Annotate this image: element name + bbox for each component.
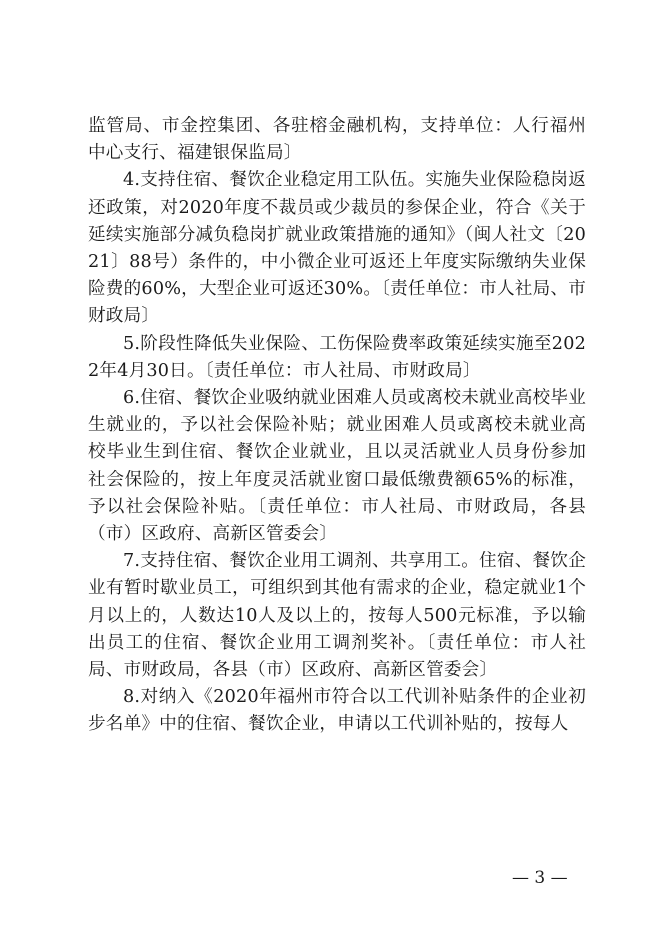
paragraph-item-7: 7.支持住宿、餐饮企业用工调剂、共享用工。住宿、餐饮企业有暂时歇业员工，可组织到其他有需求的企业，稳定就业1个月以上的，人数达10人及以上的，按每人500元标准，予以输出员工的住宿、餐饮企业用工调剂奖补。〔责任单位：市人社局、市财政局，各县（市）区政府、高新区管委会〕 <box>88 551 586 681</box>
document-body <box>88 113 586 739</box>
paragraph-item-6: 6.住宿、餐饮企业吸纳就业困难人员或离校未就业高校毕业生就业的，予以社会保险补贴；就业困难人员或离校未就业高校毕业生到住宿、餐饮企业就业，且以灵活就业人员身份参加社会保险的，按上年度灵活就业窗口最低缴费额65%的标准，予以社会保险补贴。〔责任单位：市人社局、市财政局，各县（市）区政府、高新区管委会〕 <box>88 388 586 545</box>
paragraph-item-5: 5.阶段性降低失业保险、工伤保险费率政策延续实施至2022年4月30日。〔责任单位：市人社局、市财政局〕 <box>88 333 586 381</box>
paragraph-item-4: 4.支持住宿、餐饮企业稳定用工队伍。实施失业保险稳岗返还政策，对2020年度不裁员或少裁员的参保企业，符合《关于延续实施部分减负稳岗扩就业政策措施的通知》（闽人社文〔2021〕88号）条件的，中小微企业可返还上年度实际缴纳失业保险费的60%，大型企业可返还30%。〔责任单位：市人社局、市财政局〕 <box>88 170 586 327</box>
page-number: — 3 — <box>512 868 568 888</box>
paragraph-item-8: 8.对纳入《2020年福州市符合以工代训补贴条件的企业初步名单》中的住宿、餐饮企业，申请以工代训补贴的，按每人 <box>88 687 586 735</box>
paragraph-continuation: 监管局、市金控集团、各驻榕金融机构，支持单位：人行福州中心支行、福建银保监局〕 <box>88 116 586 164</box>
